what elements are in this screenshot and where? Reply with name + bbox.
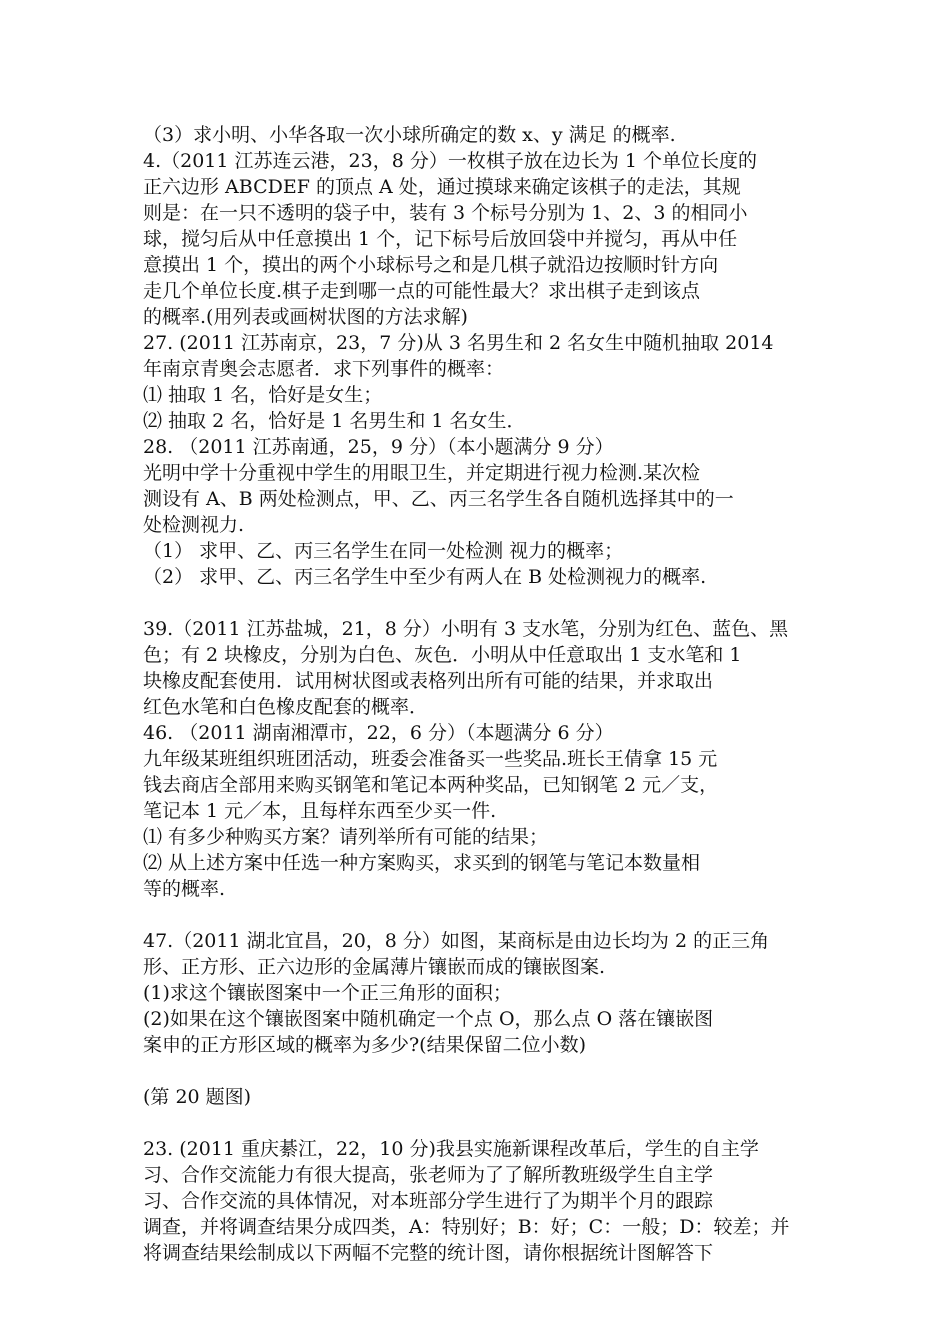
- text-line: 将调查结果绘制成以下两幅不完整的统计图，请你根据统计图解答下: [143, 1242, 714, 1264]
- text-line: 年南京青奥会志愿者．求下列事件的概率：: [143, 358, 505, 380]
- text-line: ⑵ 从上述方案中任选一种方案购买，求买到的钢笔与笔记本数量相: [143, 852, 701, 874]
- text-line: 色；有 2 块橡皮，分别为白色、灰色．小明从中任意取出 1 支水笔和 1: [143, 644, 742, 666]
- text-line: 28. （2011 江苏南通，25，9 分）（本小题满分 9 分）: [143, 436, 614, 458]
- text-line: 调查，并将调查结果分成四类，A：特别好；B：好；C：一般；D：较差；并: [143, 1216, 790, 1238]
- blank-line: [143, 902, 811, 928]
- text-line: 测设有 A、B 两处检测点，甲、乙、丙三名学生各自随机选择其中的一: [143, 488, 734, 510]
- text-line: 等的概率.: [143, 878, 226, 900]
- blank-line: [143, 1058, 811, 1084]
- blank-line: [143, 1110, 811, 1136]
- document-body: [143, 122, 811, 1266]
- text-line: 九年级某班组织班团活动，班委会准备买一些奖品.班长王倩拿 15 元: [143, 748, 718, 770]
- text-line: 23. (2011 重庆綦江，22，10 分)我县实施新课程改革后，学生的自主学: [143, 1138, 759, 1160]
- text-line: 的概率.(用列表或画树状图的方法求解): [143, 306, 468, 328]
- text-line: 走几个单位长度.棋子走到哪一点的可能性最大？求出棋子走到该点: [143, 280, 701, 302]
- text-line: 46. （2011 湖南湘潭市，22，6 分）（本题满分 6 分）: [143, 722, 614, 744]
- text-line: 红色水笔和白色橡皮配套的概率．: [143, 696, 429, 718]
- text-line: ⑴ 抽取 1 名，恰好是女生；: [143, 384, 383, 406]
- text-line: 球，搅匀后从中任意摸出 1 个，记下标号后放回袋中并搅匀，再从中任: [143, 228, 738, 250]
- text-line: 块橡皮配套使用．试用树状图或表格列出所有可能的结果，并求取出: [143, 670, 714, 692]
- text-line: （1） 求甲、乙、丙三名学生在同一处检测 视力的概率；: [143, 540, 624, 562]
- text-line: 4.（2011 江苏连云港，23，8 分）一枚棋子放在边长为 1 个单位长度的: [143, 150, 757, 172]
- text-line: 则是：在一只不透明的袋子中，装有 3 个标号分别为 1、2、3 的相同小: [143, 202, 748, 224]
- blank-line: [143, 590, 811, 616]
- figure-caption: (第 20 题图): [143, 1086, 252, 1108]
- text-line: 习、合作交流能力有很大提高，张老师为了了解所教班级学生自主学: [143, 1164, 714, 1186]
- text-line: 笔记本 1 元／本，且每样东西至少买一件.: [143, 800, 497, 822]
- text-line: 47.（2011 湖北宜昌，20，8 分）如图，某商标是由边长均为 2 的正三角: [143, 930, 770, 952]
- text-line: 意摸出 1 个，摸出的两个小球标号之和是几棋子就沿边按顺时针方向: [143, 254, 719, 276]
- text-line: (1)求这个镶嵌图案中一个正三角形的面积；: [143, 982, 512, 1004]
- text-line: ⑵ 抽取 2 名，恰好是 1 名男生和 1 名女生．: [143, 410, 526, 432]
- text-line: 处检测视力.: [143, 514, 245, 536]
- text-line: 钱去商店全部用来购买钢笔和笔记本两种奖品，已知钢笔 2 元／支，: [143, 774, 719, 796]
- text-line: ⑴ 有多少种购买方案？请列举所有可能的结果；: [143, 826, 549, 848]
- text-line: （3）求小明、小华各取一次小球所确定的数 x、y 满足 的概率.: [143, 124, 676, 146]
- text-line: 39.（2011 江苏盐城，21，8 分）小明有 3 支水笔，分别为红色、蓝色、黑: [143, 618, 789, 640]
- text-line: 形、正方形、正六边形的金属薄片镶嵌而成的镶嵌图案.: [143, 956, 606, 978]
- text-line: 光明中学十分重视中学生的用眼卫生，并定期进行视力检测.某次检: [143, 462, 701, 484]
- text-line: 27. (2011 江苏南京，23，7 分)从 3 名男生和 2 名女生中随机抽取 2014: [143, 332, 774, 354]
- text-line: 正六边形 ABCDEF 的顶点 A 处，通过摸球来确定该棋子的走法，其规: [143, 176, 741, 198]
- text-line: （2） 求甲、乙、丙三名学生中至少有两人在 B 处检测视力的概率.: [143, 566, 707, 588]
- text-line: 案申的正方形区域的概率为多少?(结果保留二位小数): [143, 1034, 587, 1056]
- text-line: 习、合作交流的具体情况，对本班部分学生进行了为期半个月的跟踪: [143, 1190, 714, 1212]
- text-line: (2)如果在这个镶嵌图案中随机确定一个点 O，那么点 O 落在镶嵌图: [143, 1008, 714, 1030]
